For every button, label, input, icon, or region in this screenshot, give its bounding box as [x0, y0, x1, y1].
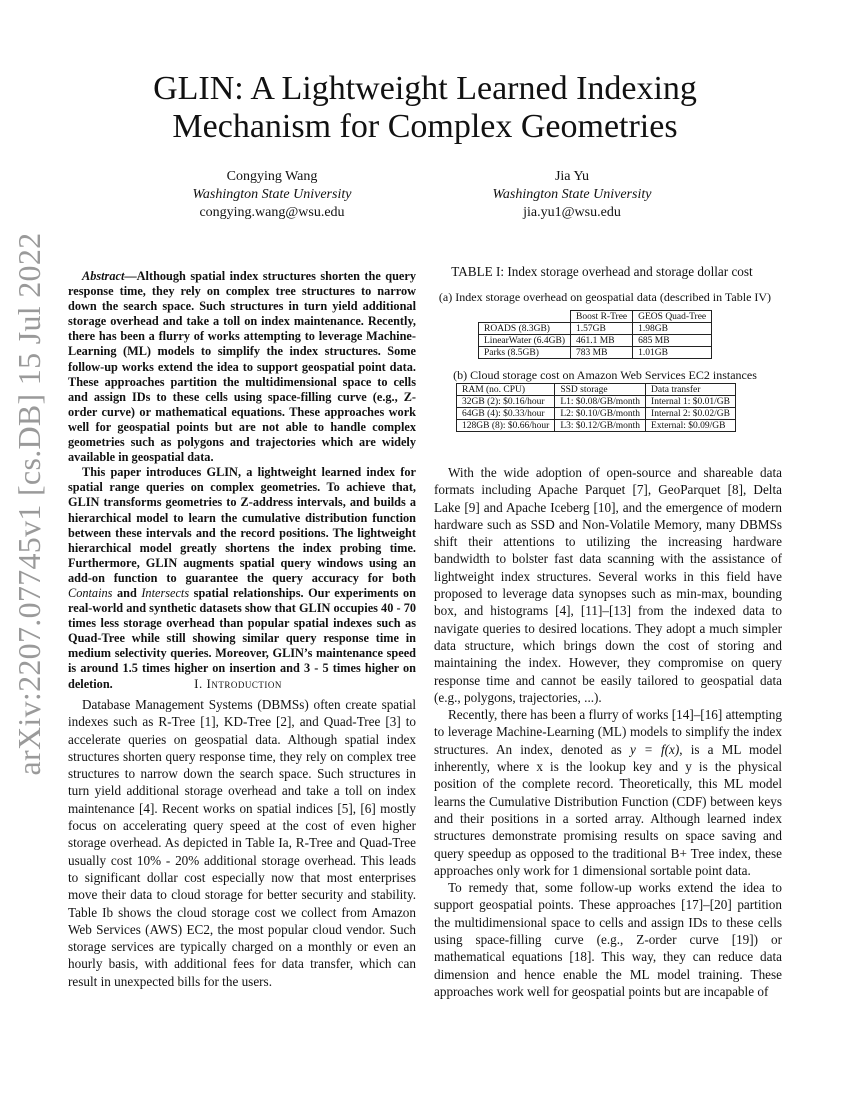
table-cell: L2: $0.10/GB/month — [555, 408, 646, 420]
abstract-text-1: —Although spatial index structures shorten the query response time, they rely on complex tree structures to narrow down the search space. Such structures in turn yield additional storage overhead and take a toll on index maintenance. Recently, there has been a flurry of works attempting to leverage Machine-Learning (ML) models to simplify the index structures. Some follow-up works extend the idea to support geospatial point data. These approaches partition the multidimensional space to cells and assign IDs to these cells using space-filling curve (e.g., Z-order curve) or mathematical equations. These approaches work well for geospatial points but are not able to handle complex geometries such as polygons and trajectories which are widely available in geospatial data. — [68, 269, 416, 465]
table-cell: L3: $0.12/GB/month — [555, 420, 646, 432]
table-header-cell: Data transfer — [646, 384, 736, 396]
table-cell: 1.01GB — [633, 347, 712, 359]
abstract — [68, 269, 416, 692]
author-affiliation: Washington State University — [492, 187, 652, 202]
abstract-and: and — [112, 585, 142, 600]
table-cell: Internal 1: $0.01/GB — [646, 396, 736, 408]
table-header-cell: GEOS Quad-Tree — [633, 311, 712, 323]
table-cell: External: $0.09/GB — [646, 420, 736, 432]
paper-title — [80, 70, 770, 146]
table-cell: 32GB (2): $0.16/hour — [457, 396, 555, 408]
abstract-paragraph-1 — [68, 269, 416, 465]
author-email: jia.yu1@wsu.edu — [523, 205, 621, 220]
abstract-text-2a: This paper introduces GLIN, a lightweight learned index for spatial range queries on complex geometries. To achieve that, GLIN transforms geometries to Z-address intervals, and builds a hierarchical model to learn the cumulative distribution function between these intervals and the record positions. The lightweight hierarchical model greatly shortens the index probing time. Furthermore, GLIN augments spatial query windows using an add-on function to guarantee the query accuracy for both — [68, 465, 416, 585]
table-cell: 461.1 MB — [571, 335, 633, 347]
table-row — [479, 323, 712, 335]
table-cell: ROADS (8.3GB) — [479, 323, 571, 335]
table-row — [479, 335, 712, 347]
table-row — [457, 408, 736, 420]
table-cell: 64GB (4): $0.33/hour — [457, 408, 555, 420]
right-text-2b: , is a ML model inherently, where x is the lookup key and y is the physical position of the complete record. Theoretically, this ML model learns the Cumulative Distribution Function (CDF) between keys and their positions in a sorted array. Although learned index structures demonstrate promising results on space saving and query speedup as opposed to the traditional B+ Tree index, these approaches only work for 1 dimensional sortable point data. — [434, 741, 783, 878]
table-b — [456, 383, 736, 432]
intro-column — [68, 696, 416, 990]
table-header-cell: Boost R-Tree — [571, 311, 633, 323]
title-line-2: Mechanism for Complex Geometries — [172, 108, 678, 145]
abstract-text-2b: spatial relationships. Our experiments on real-world and synthetic datasets show that GLIN occupies 40 - 70 times less storage overhead than popular spatial indexes such as Quad-Tree while still showing similar query response time in medium selectivity queries. Moreover, GLIN’s maintenance speed is around 1.5 times higher on insertion and 3 - 5 times higher on deletion. — [68, 585, 416, 691]
table-row — [457, 396, 736, 408]
math-intersects: Intersects — [141, 585, 190, 600]
table-a — [478, 310, 712, 359]
table-row — [479, 347, 712, 359]
right-column — [434, 464, 782, 1000]
author-affiliation: Washington State University — [192, 187, 352, 202]
table-cell: 128GB (8): $0.66/hour — [457, 420, 555, 432]
table-cell: L1: $0.08/GB/month — [555, 396, 646, 408]
section-heading-introduction: I. Introduction — [194, 676, 282, 691]
right-paragraph-2 — [434, 706, 782, 879]
table-cell: 783 MB — [571, 347, 633, 359]
table-cell: 685 MB — [633, 335, 712, 347]
table-header-row — [457, 384, 736, 396]
right-text-2a: Recently, there has been a flurry of works [14]–[16] attempting to leverage Machine-Learning (ML) models to simplify the index structures. An index, denoted as — [434, 707, 782, 757]
author-block-2 — [422, 168, 722, 222]
author-name: Jia Yu — [554, 169, 590, 184]
table-cell: 1.57GB — [571, 323, 633, 335]
author-name: Congying Wang — [226, 169, 318, 184]
table-caption: TABLE I: Index storage overhead and storage dollar cost — [451, 264, 753, 279]
table-cell: LinearWater (6.4GB) — [479, 335, 571, 347]
table-header-row — [479, 311, 712, 323]
table-row — [457, 420, 736, 432]
table-a-caption: (a) Index storage overhead on geospatial data (described in Table IV) — [438, 290, 772, 304]
intro-paragraph-1: Database Management Systems (DBMSs) often create spatial indexes such as R-Tree [1], KD-Tree [2], and Quad-Tree [3] to accelerate queries on geospatial data. Although spatial index structures shorten query response time, they rely on complex tree structures to narrow down the search space. Such structures in turn yield additional storage overhead and take a toll on index maintenance [4]. Recent works on spatial indices [5], [6] mostly focus on accelerating query speed at the cost of even higher storage overhead. As depicted in Table Ia, R-Tree and Quad-Tree usually cost 10% - 20% additional storage overhead. This leads to significant dollar cost especially now that most enterprises move their data to cloud storage for better security and stability. Table Ib shows the cloud storage cost we collect from Amazon Web Services (AWS) EC2, the most popular cloud vendor. Such storage services are typically charged on a monthly or even an hourly basis, with additional fees for data transfer, which can result in unexpected bills for the users. — [68, 697, 416, 989]
right-paragraph-3: To remedy that, some follow-up works extend the idea to support geospatial points. These approaches [17]–[20] partition the multidimensional space to cells and assign IDs to these cells using space-filling curve (e.g., Z-order curve [19]) or mathematical equations [18]. This way, they can reduce data dimension and hence enable the ML model training. These approaches work well for geospatial points but are incapable of — [434, 880, 782, 999]
title-line-1: GLIN: A Lightweight Learned Indexing — [153, 70, 697, 107]
table-cell: 1.98GB — [633, 323, 712, 335]
math-yfx: y = f(x) — [629, 741, 680, 757]
abstract-label: Abstract — [82, 269, 125, 283]
math-contains: Contains — [68, 585, 113, 600]
table-header-cell: RAM (no. CPU) — [457, 384, 555, 396]
author-block-1 — [122, 168, 422, 222]
table-header-cell — [479, 311, 571, 323]
author-email: congying.wang@wsu.edu — [199, 205, 345, 220]
table-cell: Internal 2: $0.02/GB — [646, 408, 736, 420]
arxiv-identifier: arXiv:2207.07745v1 [cs.DB] 15 Jul 2022 — [11, 232, 47, 776]
table-cell: Parks (8.5GB) — [479, 347, 571, 359]
table-header-cell: SSD storage — [555, 384, 646, 396]
right-paragraph-1: With the wide adoption of open-source and shareable data formats including Apache Parquet [7], GeoParquet [8], Delta Lake [9] and Apache Iceberg [10], and the emergence of modern hardware such as SSD and Non-Volatile Memory, many DBMSs shift their attentions to utilizing the increasing hardware bandwidth to bolster fast data scanning with the assistance of lightweight index structures. Several works in this field have proposed to leverage data synopses such as min-max, bounding box, and histograms [4], [11]–[13] from the indexed data to navigate queries to desired locations. They adopt a much simpler data structure, which brings down the cost of storing and maintaining the index. However, they compromise on query response time and cannot be easily tailored to geospatial data (e.g., polygons, trajectories, ...). — [434, 465, 782, 705]
abstract-paragraph-2 — [68, 465, 416, 691]
table-b-caption: (b) Cloud storage cost on Amazon Web Services EC2 instances — [453, 368, 757, 382]
